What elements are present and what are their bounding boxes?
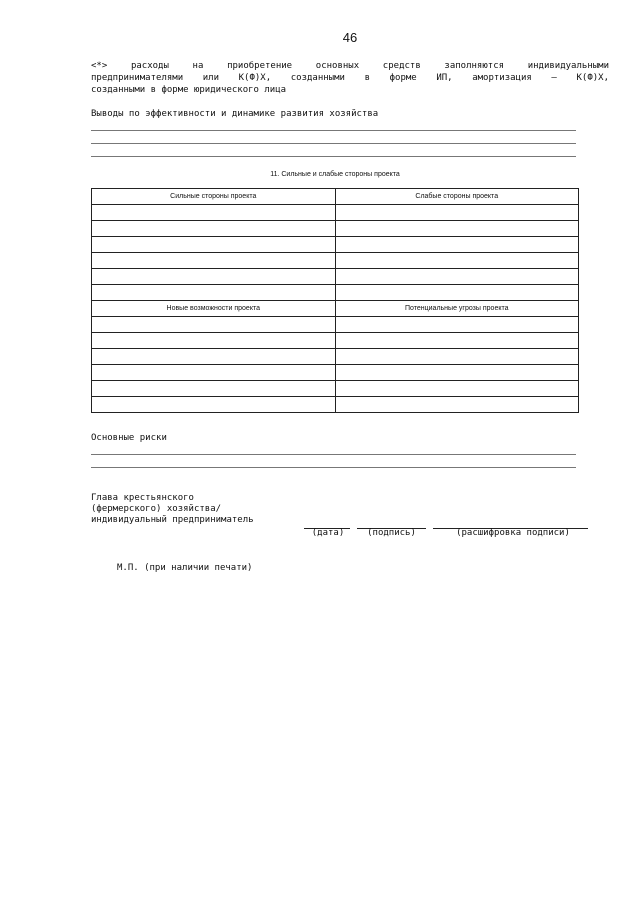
weakness-cell[interactable] xyxy=(335,285,579,301)
opportunity-cell[interactable] xyxy=(92,349,336,365)
seal-note: М.П. (при наличии печати) xyxy=(117,563,253,573)
table-row xyxy=(92,269,579,285)
footnote xyxy=(91,60,609,96)
table-row xyxy=(92,253,579,269)
risks-label: Основные риски xyxy=(91,433,167,443)
strength-cell[interactable] xyxy=(92,205,336,221)
risks-line-1[interactable] xyxy=(91,454,576,455)
threat-cell[interactable] xyxy=(335,381,579,397)
page-number: 46 xyxy=(342,30,358,45)
swot-section-title: 11. Сильные и слабые стороны проекта xyxy=(270,171,400,178)
table-row xyxy=(92,333,579,349)
weakness-cell[interactable] xyxy=(335,237,579,253)
weakness-cell[interactable] xyxy=(335,205,579,221)
signature-decoding-caption: (расшифровка подписи) xyxy=(456,528,570,538)
signatory-line-1: Глава крестьянского xyxy=(91,493,194,503)
table-row xyxy=(92,301,579,317)
conclusions-line-1[interactable] xyxy=(91,130,576,131)
footnote-line-1: <*> расходы на приобретение основных средств заполняются индивидуальными xyxy=(91,61,609,71)
weakness-cell[interactable] xyxy=(335,253,579,269)
signatory-line-3: индивидуальный предприниматель xyxy=(91,515,254,525)
weaknesses-header: Слабые стороны проекта xyxy=(335,189,579,205)
table-row xyxy=(92,285,579,301)
opportunity-cell[interactable] xyxy=(92,381,336,397)
table-row xyxy=(92,365,579,381)
signatory-title xyxy=(91,493,254,526)
footnote-line-2: предпринимателями или К(Ф)Х, созданными в форме ИП, амортизация – К(Ф)Х, xyxy=(91,73,609,83)
strength-cell[interactable] xyxy=(92,237,336,253)
threat-cell[interactable] xyxy=(335,365,579,381)
signature-caption: (подпись) xyxy=(367,528,416,538)
conclusions-label: Выводы по эффективности и динамике развития хозяйства xyxy=(91,109,379,119)
table-row xyxy=(92,189,579,205)
threats-header: Потенциальные угрозы проекта xyxy=(335,301,579,317)
table-row xyxy=(92,237,579,253)
opportunity-cell[interactable] xyxy=(92,397,336,413)
strengths-header: Сильные стороны проекта xyxy=(92,189,336,205)
opportunity-cell[interactable] xyxy=(92,365,336,381)
footnote-line-3: созданными в форме юридического лица xyxy=(91,85,287,95)
strength-cell[interactable] xyxy=(92,253,336,269)
opportunity-cell[interactable] xyxy=(92,333,336,349)
table-row xyxy=(92,381,579,397)
threat-cell[interactable] xyxy=(335,333,579,349)
risks-line-2[interactable] xyxy=(91,467,576,468)
signatory-line-2: (фермерского) хозяйства/ xyxy=(91,504,222,514)
conclusions-line-2[interactable] xyxy=(91,143,576,144)
weakness-cell[interactable] xyxy=(335,221,579,237)
table-row xyxy=(92,397,579,413)
threat-cell[interactable] xyxy=(335,397,579,413)
table-row xyxy=(92,317,579,333)
strength-cell[interactable] xyxy=(92,221,336,237)
table-row xyxy=(92,205,579,221)
table-row xyxy=(92,349,579,365)
date-caption: (дата) xyxy=(311,528,345,538)
weakness-cell[interactable] xyxy=(335,269,579,285)
swot-table xyxy=(91,188,579,413)
strength-cell[interactable] xyxy=(92,269,336,285)
table-row xyxy=(92,221,579,237)
threat-cell[interactable] xyxy=(335,349,579,365)
threat-cell[interactable] xyxy=(335,317,579,333)
opportunity-cell[interactable] xyxy=(92,317,336,333)
opportunities-header: Новые возможности проекта xyxy=(92,301,336,317)
strength-cell[interactable] xyxy=(92,285,336,301)
conclusions-line-3[interactable] xyxy=(91,156,576,157)
